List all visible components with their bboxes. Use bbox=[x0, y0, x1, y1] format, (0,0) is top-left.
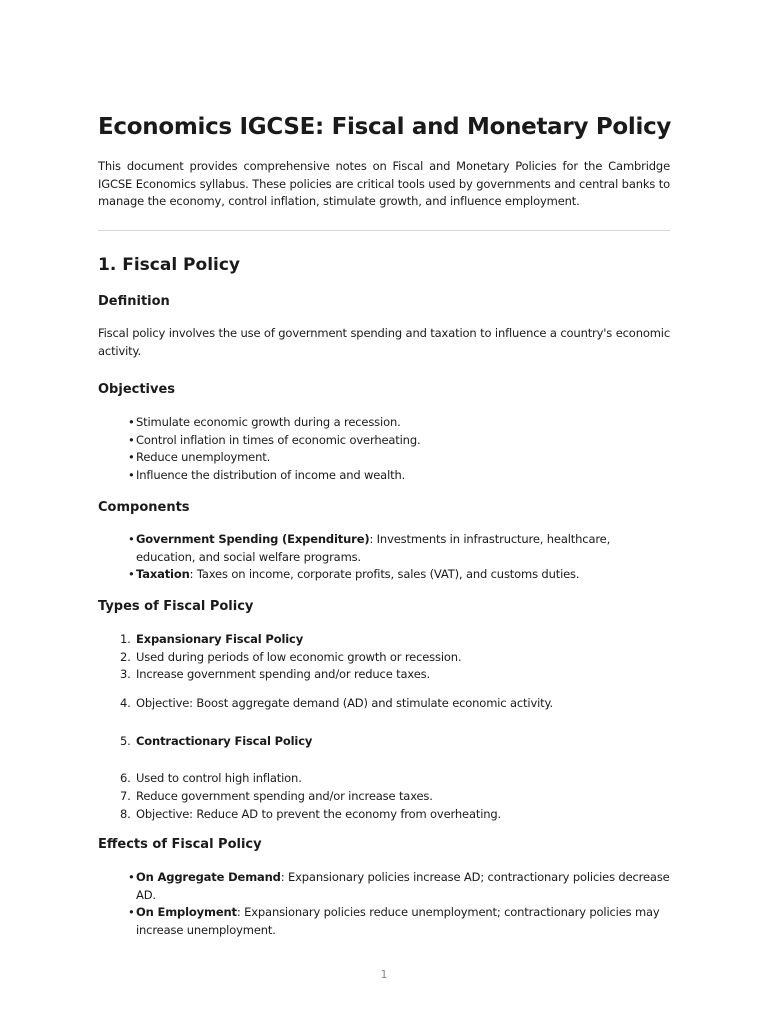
list-item: • Control inflation in times of economic overheating. bbox=[128, 432, 670, 450]
section-title-fiscal-policy: 1. Fiscal Policy bbox=[98, 255, 241, 275]
term: Government Spending (Expenditure) bbox=[136, 532, 370, 546]
heading-effects-of-fiscal-policy: Effects of Fiscal Policy bbox=[98, 837, 262, 852]
list-item: 3. Increase government spending and/or reduce taxes. bbox=[120, 667, 430, 682]
effects-list bbox=[128, 869, 670, 939]
page-number: 1 bbox=[380, 968, 388, 981]
list-item: 4. Objective: Boost aggregate demand (AD) and stimulate economic activity. bbox=[120, 696, 554, 711]
bullet-icon: • bbox=[128, 532, 135, 546]
list-item: • On Aggregate Demand: Expansionary policies increase AD; contractionary policies decrease AD. bbox=[128, 870, 670, 902]
list-item: 8. Objective: Reduce AD to prevent the economy from overheating. bbox=[120, 806, 502, 821]
types-list bbox=[120, 631, 670, 823]
list-item: 7. Reduce government spending and/or increase taxes. bbox=[120, 789, 433, 804]
definition-text: Fiscal policy involves the use of government spending and taxation to influence a country's economic activity. bbox=[98, 326, 670, 358]
bullet-icon: • bbox=[128, 905, 135, 920]
bullet-icon: • bbox=[128, 450, 135, 465]
list-item: • Influence the distribution of income and wealth. bbox=[128, 467, 670, 485]
bullet-icon: • bbox=[128, 870, 135, 884]
list-item: • On Employment: Expansionary policies reduce unemployment; contractionary policies may increase unemployment. bbox=[128, 905, 660, 937]
bullet-icon: • bbox=[128, 567, 135, 582]
list-item: 1. Expansionary Fiscal Policy bbox=[120, 632, 304, 646]
bullet-icon: • bbox=[128, 432, 135, 447]
list-item: • Stimulate economic growth during a recession. bbox=[128, 414, 670, 432]
heading-definition: Definition bbox=[98, 294, 170, 309]
heading-types-of-fiscal-policy: Types of Fiscal Policy bbox=[98, 599, 254, 614]
objectives-list bbox=[128, 414, 670, 484]
heading-objectives: Objectives bbox=[98, 382, 176, 397]
term: On Employment bbox=[136, 905, 237, 920]
term: On Aggregate Demand bbox=[136, 870, 281, 884]
list-item: • Government Spending (Expenditure): Investments in infrastructure, healthcare, education, and social welfare programs. bbox=[128, 532, 611, 564]
list-item: 6. Used to control high inflation. bbox=[120, 771, 302, 786]
list-item: 5. Contractionary Fiscal Policy bbox=[120, 733, 313, 748]
section-divider bbox=[98, 230, 670, 231]
document-title: Economics IGCSE: Fiscal and Monetary Policy bbox=[98, 114, 672, 140]
list-item: • Reduce unemployment. bbox=[128, 449, 670, 467]
bullet-icon: • bbox=[128, 467, 135, 482]
list-item: • Taxation: Taxes on income, corporate profits, sales (VAT), and customs duties. bbox=[128, 566, 670, 584]
term: Expansionary Fiscal Policy bbox=[136, 632, 304, 646]
term: Taxation bbox=[136, 567, 190, 582]
list-item: 2. Used during periods of low economic growth or recession. bbox=[120, 649, 462, 664]
intro-paragraph: This document provides comprehensive notes on Fiscal and Monetary Policies for the Cambridge IGCSE Economics syllabus. These policies are critical tools used by governments and central banks to manage the economy, control inflation, stimulate growth, and influence employment. bbox=[98, 159, 670, 209]
bullet-icon: • bbox=[128, 415, 135, 429]
heading-components: Components bbox=[98, 500, 190, 515]
term: Contractionary Fiscal Policy bbox=[136, 733, 313, 748]
components-list bbox=[128, 531, 670, 584]
